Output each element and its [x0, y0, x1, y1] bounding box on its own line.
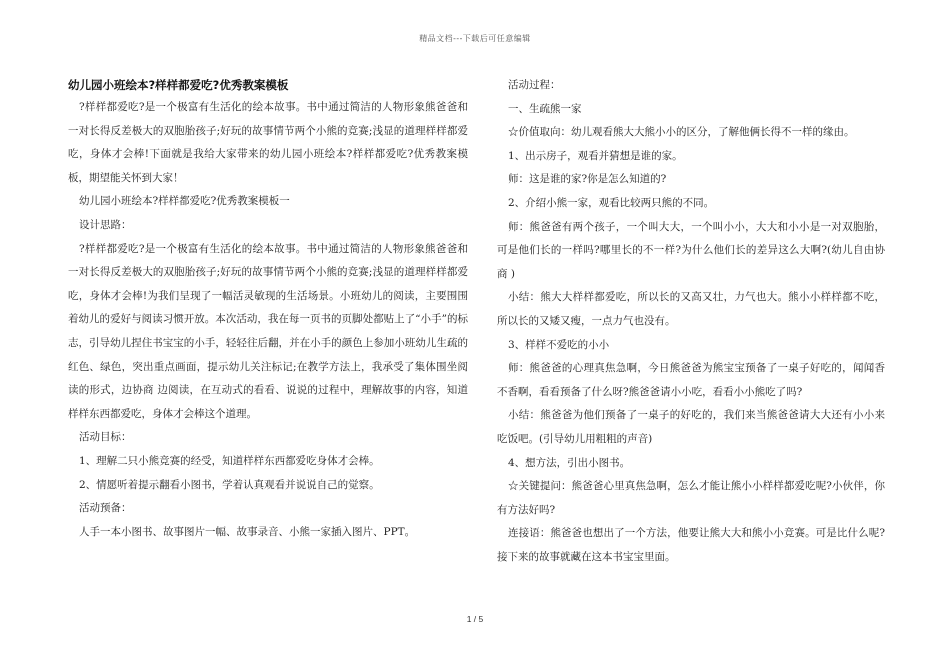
step-1-paragraph: 1、出示房子，观看并猜想是谁的家。	[508, 149, 683, 162]
goal-item-2: 2、情愿听着提示翻看小图书，学着认真观看并说说自己的觉察。	[79, 478, 380, 491]
teacher-question-1: 师：这是谁的家?你是怎么知道的?	[508, 173, 667, 186]
right-column	[497, 74, 885, 569]
step-4-paragraph: 4、想方法，引出小图书。	[508, 456, 631, 469]
key-question-paragraph: ☆关键提问：熊爸爸心里真焦急啊，怎么才能让熊小小样样都爱吃呢?小伙伴，你有方法好吗?	[497, 480, 885, 516]
transition-paragraph: 连接语：熊爸爸也想出了一个方法，他要让熊大大和熊小小竞赛。可是比什么呢?接下来的故事就藏在这本书宝宝里面。	[497, 527, 885, 563]
activity-goals-heading: 活动目标：	[79, 431, 132, 444]
value-orientation-paragraph: ☆价值取向：幼儿观看熊大大熊小小的区分，了解他俩长得不一样的缘由。	[508, 126, 855, 139]
section-1-heading: 一、生疏熊一家	[508, 102, 582, 115]
left-column	[68, 74, 468, 544]
document-title: 幼儿园小班绘本?样样都爱吃?优秀教案模板	[68, 78, 289, 92]
preparation-paragraph: 人手一本小图书、故事图片一幅、故事录音、小熊一家插入图片、PPT。	[79, 525, 416, 538]
lesson-plan-heading: 幼儿园小班绘本?样样都爱吃?优秀教案模板一	[79, 195, 290, 208]
summary-2-paragraph: 小结：熊爸爸为他们预备了一桌子的好吃的，我们来当熊爸爸请大大还有小小来吃饭吧。(引导幼儿用粗粗的声音)	[497, 409, 885, 445]
design-idea-paragraph: ?样样都爱吃?是一个极富有生活化的绘本故事。书中通过简洁的人物形象熊爸爸和一对长得反差极大的双胞胎孩子;好玩的故事情节两个小熊的竞赛;浅显的道理样样都爱吃，身体才会棒!为我们呈现了一幅活灵敏现的生活场景。小班幼儿的阅读，主要围围着幼儿的爱好与阅读习惯开放。本次活动，我在每一页书的页脚处都贴上了“小手”的标志，引导幼儿捏住书宝宝的小手，轻轻往后翻，并在小手的颜色上参加小班幼儿生疏的红色、绿色，突出重点画面，提示幼儿关注标记;在教学方法上，我承受了集体围坐阅读的形式，边协商 边阅读，在互动式的看看、说说的过程中，理解故事的内容，知道样样东西都爱吃，身体才会棒这个道理。	[68, 242, 468, 420]
process-heading: 活动过程：	[508, 79, 561, 91]
step-2-paragraph: 2、介绍小熊一家，观看比较两只熊的不同。	[508, 196, 715, 209]
summary-1-paragraph: 小结：熊大大样样都爱吃，所以长的又高又壮，力气也大。熊小小样样都不吃，所以长的又矮又瘦，一点力气也没有。	[497, 291, 885, 327]
teacher-question-3: 师：熊爸爸的心理真焦急啊，今日熊爸爸为熊宝宝预备了一桌子好吃的，闻闻香不香啊，看看预备了什么呀?熊爸爸请小小吃，看看小小熊吃了吗?	[497, 362, 885, 398]
teacher-question-2: 师：熊爸爸有两个孩子，一个叫大大，一个叫小小，大大和小小是一对双胞胎，可是他们长的一样吗?哪里长的不一样?为什么他们长的差异这么大啊?(幼儿自由协商 )	[497, 220, 885, 280]
design-idea-heading: 设计思路：	[79, 218, 132, 231]
preparation-heading: 活动预备：	[79, 502, 132, 515]
intro-paragraph: ?样样都爱吃?是一个极富有生活化的绘本故事。书中通过简洁的人物形象熊爸爸和一对长得反差极大的双胞胎孩子;好玩的故事情节两个小熊的竞赛;浅显的道理样样都爱吃，身体才会棒!下面就是我给大家带来的幼儿园小班绘本?样样都爱吃?优秀教案模板，期望能关怀到大家！	[68, 101, 468, 184]
step-3-paragraph: 3、样样不爱吃的小小	[508, 338, 610, 351]
goal-item-1: 1、理解二只小熊竞赛的经受，知道样样东西都爱吃身体才会棒。	[79, 454, 380, 467]
page-header: 精品文档---下载后可任意编辑	[419, 34, 531, 43]
page-number: 1 / 5	[466, 614, 484, 624]
